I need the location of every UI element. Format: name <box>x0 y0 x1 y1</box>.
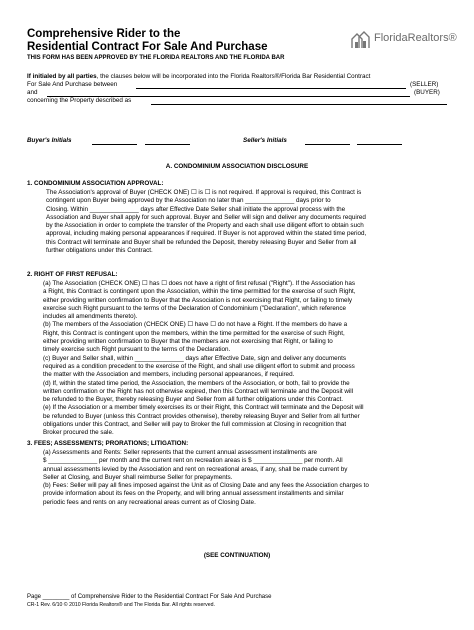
section-2-heading: 2. RIGHT OF FIRST REFUSAL: <box>27 271 118 278</box>
document-title-line1: Comprehensive Rider to the <box>27 28 181 40</box>
section-2-line: timely exercise such Right pursuant to the terms of the Declaration. <box>43 346 231 354</box>
section-1-line: contingent upon Buyer being approved by the Association no later than ______________ days prior to <box>46 197 331 205</box>
section-2-line: required as a condition precedent to the exercise of the Right, and shall use diligent effort to submit and process <box>43 362 355 370</box>
florida-realtors-logo <box>350 30 457 50</box>
section-2-line: (a) The Association (CHECK ONE) ☐ has ☐ does not have a right of first refusal ("Right"). If the Association has <box>43 280 356 287</box>
document-title-line2: Residential Contract For Sale And Purchase <box>27 41 268 53</box>
buyer-initials-field-2[interactable] <box>145 137 190 145</box>
section-1-line: by the Association in order to complete the transfer of the Property and each shall use diligent effort to obtain such <box>46 222 364 230</box>
page-footer-line: Page ________ of Comprehensive Rider to the Residential Contract For Sale And Purchase <box>27 594 272 600</box>
section-2-line: exercise such Right pursuant to the terms of the Declaration of Condominium ("Declaration", which reference <box>43 304 347 312</box>
section-1-line: approval, including making personal appearances if required. If Buyer is not approved within the stated time period, <box>46 230 367 238</box>
logo-wordmark: FloridaRealtors® <box>374 32 457 44</box>
property-description-field[interactable] <box>151 97 447 105</box>
intro-rest: , the clauses below will be incorporated into the Florida Realtors®/Florida Bar Residential Contract <box>96 73 371 80</box>
section-3-body <box>43 449 369 507</box>
section-3-line: provide information about its fees on the Property, and will bring annual assessment installments and similar <box>43 490 344 498</box>
section-2-line: be refunded to Buyer (unless this Contract provides otherwise), thereby releasing Buyer and Seller from all further <box>43 412 360 420</box>
section-2-line: includes all amendments thereto). <box>43 313 138 321</box>
parties-label: For Sale And Purchase between <box>27 81 118 88</box>
section-1-line: Association and Buyer shall apply for such approval. Buyer and Seller will sign and deliver any documents required <box>46 213 366 221</box>
section-3-line: $ ______________ per month and the current rent on recreation areas is $ ______________ per month. All <box>43 457 343 465</box>
seller-initials-label: Seller's Initials <box>243 137 287 144</box>
section-2-line: either providing written confirmation to Buyer that the Association is not exercising that Right, or failing to timely <box>43 296 353 304</box>
section-3-heading: 3. FEES; ASSESSMENTS; PRORATIONS; LITIGATION: <box>27 440 189 447</box>
section-a-heading: A. CONDOMINIUM ASSOCIATION DISCLOSURE <box>165 163 309 170</box>
section-2-line: obligations under this Contract, and Seller will pay to Broker the full commission at Closing in recognition that <box>43 421 347 429</box>
section-1-line: The Association's approval of Buyer (CHECK ONE) ☐ is ☐ is not required. If approval is required, this Contract is <box>46 189 362 196</box>
section-2-line: (b) The members of the Association (CHECK ONE) ☐ have ☐ do not have a Right. If the members do have a <box>43 321 348 329</box>
house-icon <box>350 30 372 50</box>
seller-name-field[interactable] <box>136 81 406 89</box>
section-1-line: this Contract will terminate and Buyer shall be refunded the Deposit, thereby releasing Buyer and Seller from all <box>46 238 357 246</box>
section-2-line: a Right, this Contract is contingent upon the Association, within the time permitted for the exercise of such Right, <box>43 288 356 296</box>
seller-initials-field-1[interactable] <box>305 137 350 145</box>
section-2-line: either providing written confirmation to Buyer that the members are not exercising that Right, or failing to <box>43 338 333 346</box>
seller-label: (SELLER) <box>410 81 439 88</box>
intro-bold: If initialed by all parties <box>27 73 97 80</box>
see-continuation: (SEE CONTINUATION) <box>203 552 271 559</box>
section-2-line: Right, this Contract is contingent upon the members, within the time permitted for the exercise of such Right, <box>43 329 345 337</box>
buyer-label: (BUYER) <box>414 89 440 96</box>
section-2-line: the matter with the Association and members, including personal appearances, if required. <box>43 371 295 379</box>
seller-initials-field-2[interactable] <box>357 137 402 145</box>
form-revision-line: CR-1 Rev. 6/10 © 2010 Florida Realtors® and The Florida Bar. All rights reserved. <box>27 602 215 608</box>
section-2-line: (d) If, within the stated time period, the Association, the members of the Association, or both, fail to provide the <box>43 379 350 387</box>
section-3-line: (b) Fees: Seller will pay all fines imposed against the Unit as of Closing Date and any fees the Association charges to <box>43 482 369 490</box>
section-3-line: Seller at Closing, and Buyer shall reimburse Seller for prepayments. <box>43 473 233 481</box>
section-1-line: further obligations under this Contract. <box>46 247 153 255</box>
section-3-line: periodic fees and rents on any recreational areas current as of Closing Date. <box>43 498 256 506</box>
section-2-line: be refunded to the Buyer, thereby releasing Buyer and Seller from all further obligations under this Contract. <box>43 396 343 404</box>
section-2-body <box>43 280 364 438</box>
section-3-line: (a) Assessments and Rents: Seller represents that the current annual assessment installments are <box>43 449 318 456</box>
property-label: concerning the Property described as <box>27 97 132 104</box>
section-2-line: (e) If the Association or a member timely exercises its or their Right, this Contract will terminate and the Deposit will <box>43 404 364 412</box>
buyer-initials-label: Buyer's Initials <box>27 137 72 144</box>
buyer-name-field[interactable] <box>47 89 410 97</box>
section-1-heading: 1. CONDOMINIUM ASSOCIATION APPROVAL: <box>27 180 164 187</box>
section-3-line: annual assessments levied by the Association and rent on recreational areas, if any, shall be made current by <box>43 465 348 473</box>
section-1-body <box>46 189 366 255</box>
section-1-line: Closing. Within ______________ days after Effective Date Seller shall initiate the approval process with the <box>46 205 346 213</box>
section-2-line: (c) Buyer and Seller shall, within ______________ days after Effective Date, sign and deliver any documents <box>43 354 347 362</box>
section-2-line: Broker procured the sale. <box>43 429 114 437</box>
approval-subtitle: THIS FORM HAS BEEN APPROVED BY THE FLORIDA REALTORS AND THE FLORIDA BAR <box>27 55 285 61</box>
buyer-initials-field-1[interactable] <box>92 137 137 145</box>
and-label: and <box>27 89 38 96</box>
section-2-line: written confirmation or the Right has not otherwise expired, then this Contract will terminate and the Deposit will <box>43 387 354 395</box>
